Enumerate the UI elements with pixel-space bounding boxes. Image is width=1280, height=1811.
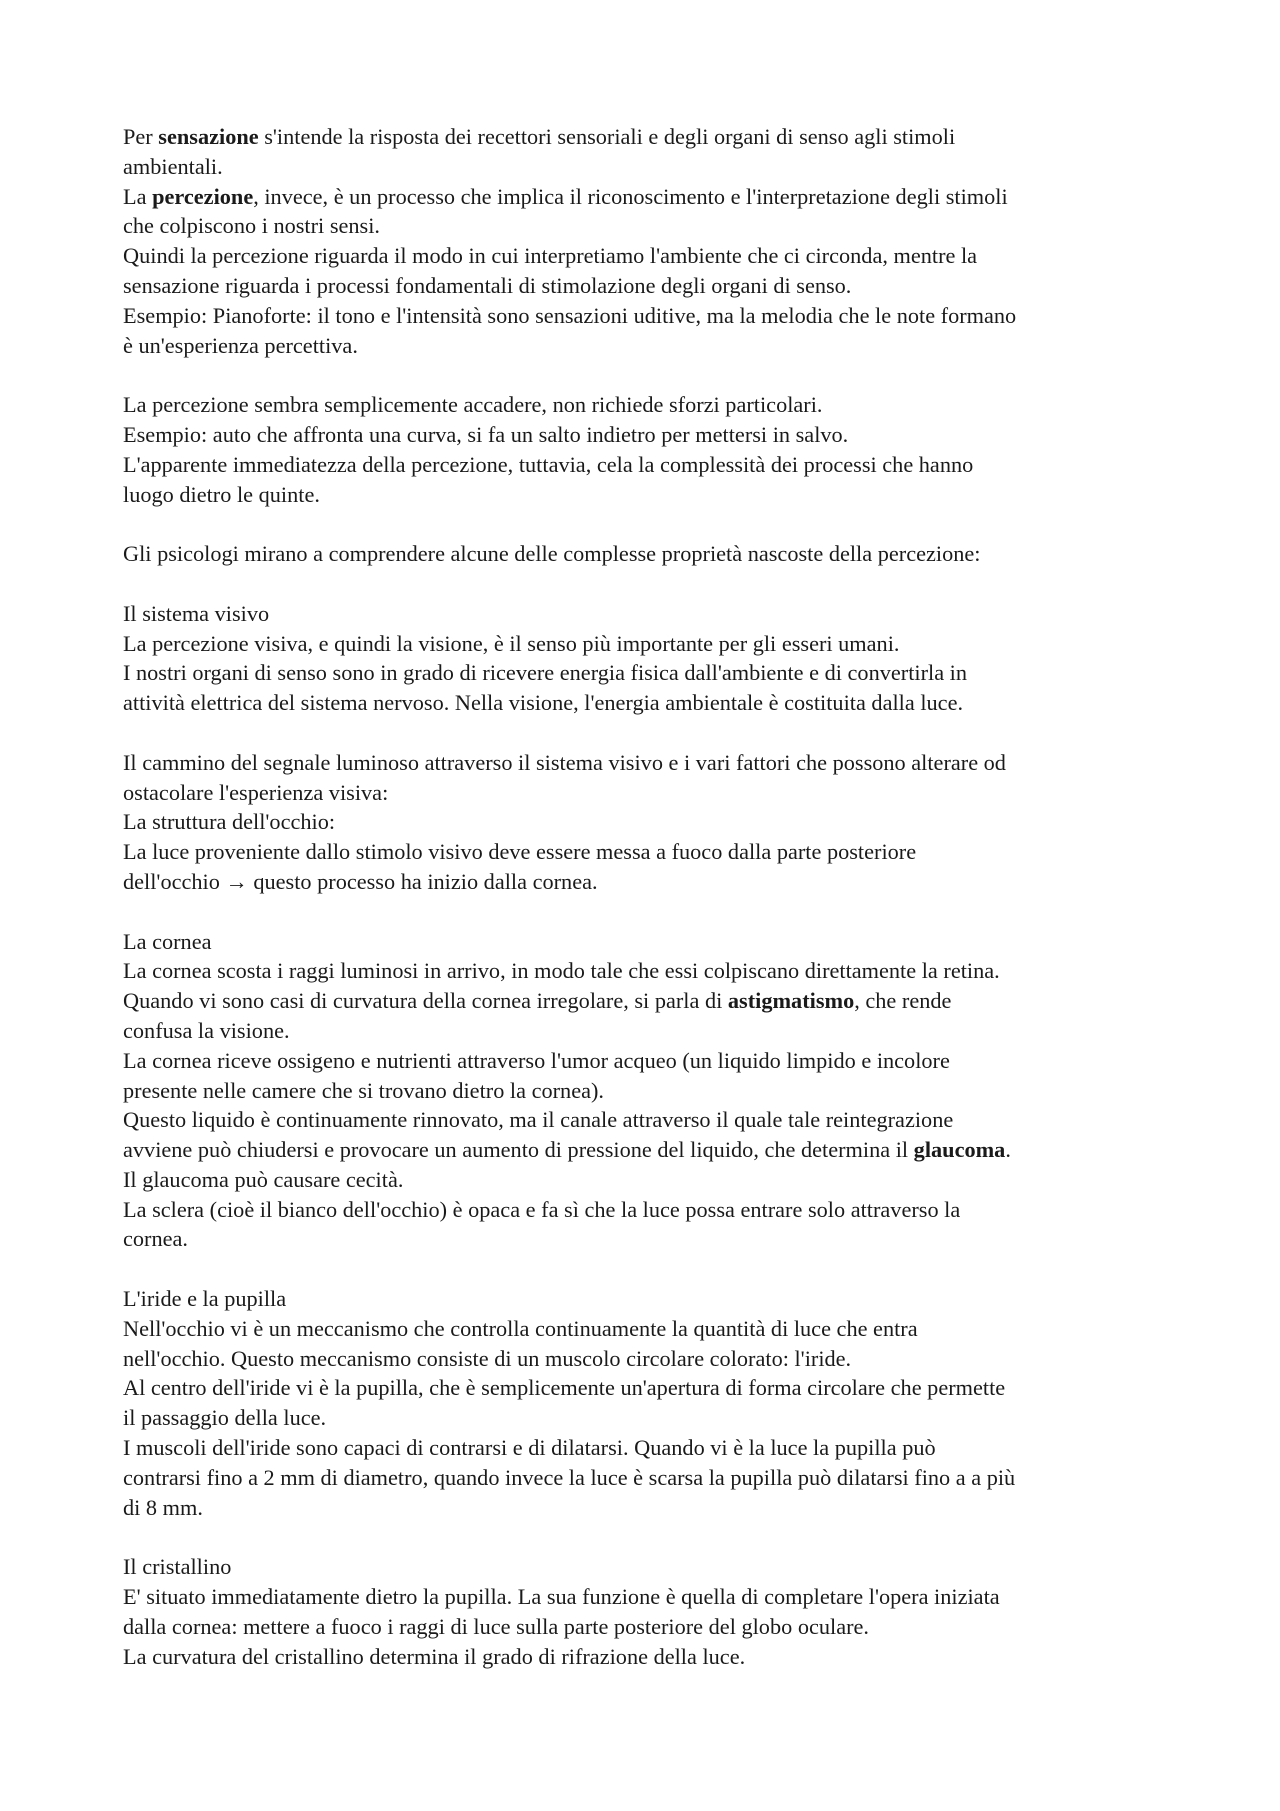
paragraph-immediatezza [123,390,1178,509]
text-line: dalla cornea: mettere a fuoco i raggi di luce sulla parte posteriore del globo oculare. [123,1613,870,1639]
text-line: Il cammino del segnale luminoso attraverso il sistema visivo e i vari fattori che possono alterare od [123,749,1006,775]
text-span: La [123,183,153,209]
section-heading: Il sistema visivo [123,600,270,626]
text-line: il passaggio della luce. [123,1405,327,1431]
text-line: E' situato immediatamente dietro la pupilla. La sua funzione è quella di completare l'opera iniziata [123,1584,1000,1610]
text-line: La sclera (cioè il bianco dell'occhio) è opaca e fa sì che la luce possa entrare solo attraverso la [123,1196,961,1222]
text-span: , invece, è un processo che implica il riconoscimento e l'interpretazione degli stimoli [253,183,1008,209]
text-line: Il glaucoma può causare cecità. [123,1166,404,1192]
text-line: contrarsi fino a 2 mm di diametro, quando invece la luce è scarsa la pupilla può dilatarsi fino a a più [123,1464,1016,1490]
section-heading: La cornea [123,928,212,954]
text-line: I muscoli dell'iride sono capaci di contrarsi e di dilatarsi. Quando vi è la luce la pupilla può [123,1435,936,1461]
text-line: La cornea scosta i raggi luminosi in arrivo, in modo tale che essi colpiscano direttamente la retina. [123,958,1000,984]
text-line: La luce proveniente dallo stimolo visivo deve essere messa a fuoco dalla parte posteriore [123,839,917,865]
text-span: Per [123,124,159,149]
text-line: confusa la visione. [123,1017,290,1043]
text-line [123,182,1178,212]
text-line [123,122,1178,152]
text-line: attività elettrica del sistema nervoso. Nella visione, l'energia ambientale è costituita dalla luce. [123,690,964,716]
section-iride-pupilla [123,1284,1178,1522]
text-line: Questo liquido è continuamente rinnovato, ma il canale attraverso il quale tale reintegrazione [123,1107,954,1133]
text-line: luogo dietro le quinte. [123,481,320,507]
text-line: che colpiscono i nostri sensi. [123,213,380,239]
text-line: presente nelle camere che si trovano dietro la cornea). [123,1077,604,1103]
text-line: La percezione sembra semplicemente accadere, non richiede sforzi particolari. [123,392,823,418]
section-heading: La struttura dell'occhio: [123,809,336,835]
bold-term-sensazione: sensazione [158,124,259,149]
bold-term-glaucoma: glaucoma [913,1137,1006,1163]
paragraph-psicologi [123,539,1178,569]
text-line: ambientali. [123,153,223,179]
text-span: s'intende la risposta dei recettori sensoriali e degli organi di senso agli stimoli [258,124,956,149]
text-line: è un'esperienza percettiva. [123,332,358,358]
text-line: cornea. [123,1226,188,1252]
text-line: dell'occhio → questo processo ha inizio dalla cornea. [123,868,598,894]
text-span: , che rende [854,988,952,1014]
text-line: Esempio: auto che affronta una curva, si fa un salto indietro per mettersi in salvo. [123,421,849,447]
text-line: ostacolare l'esperienza visiva: [123,779,389,805]
bold-term-percezione: percezione [152,183,254,209]
text-line: nell'occhio. Questo meccanismo consiste di un muscolo circolare colorato: l'iride. [123,1345,852,1371]
text-line: La cornea riceve ossigeno e nutrienti attraverso l'umor acqueo (un liquido limpido e incolore [123,1047,950,1073]
text-line: sensazione riguarda i processi fondamentali di stimolazione degli organi di senso. [123,272,852,298]
section-cornea [123,927,1178,1255]
section-heading: Il cristallino [123,1554,232,1580]
text-line [123,986,1178,1016]
text-line: I nostri organi di senso sono in grado di ricevere energia fisica dall'ambiente e di convertirla in [123,660,968,686]
text-line: di 8 mm. [123,1494,203,1520]
section-heading: L'iride e la pupilla [123,1286,287,1312]
section-cristallino [123,1552,1178,1671]
section-struttura-occhio [123,748,1178,897]
text-line: Gli psicologi mirano a comprendere alcune delle complesse proprietà nascoste della percezione: [123,541,981,567]
text-span: avviene può chiudersi e provocare un aumento di pressione del liquido, che determina il [123,1137,914,1163]
text-line: La curvatura del cristallino determina il grado di rifrazione della luce. [123,1643,746,1669]
text-span: . [1005,1137,1011,1163]
section-sistema-visivo [123,599,1178,718]
bold-term-astigmatismo: astigmatismo [727,988,855,1014]
text-line [123,1135,1178,1165]
text-line: L'apparente immediatezza della percezione, tuttavia, cela la complessità dei processi che hanno [123,451,974,477]
text-line: Quindi la percezione riguarda il modo in cui interpretiamo l'ambiente che ci circonda, mentre la [123,243,978,269]
text-span: Quando vi sono casi di curvatura della cornea irregolare, si parla di [123,988,728,1014]
text-line: Esempio: Pianoforte: il tono e l'intensità sono sensazioni uditive, ma la melodia che le note formano [123,302,1017,328]
text-line: La percezione visiva, e quindi la visione, è il senso più importante per gli esseri umani. [123,630,900,656]
text-line: Al centro dell'iride vi è la pupilla, che è semplicemente un'apertura di forma circolare che permette [123,1375,1006,1401]
document-page [123,122,1178,1701]
text-line: Nell'occhio vi è un meccanismo che controlla continuamente la quantità di luce che entra [123,1315,918,1341]
paragraph-sensazione-percezione [123,122,1178,360]
